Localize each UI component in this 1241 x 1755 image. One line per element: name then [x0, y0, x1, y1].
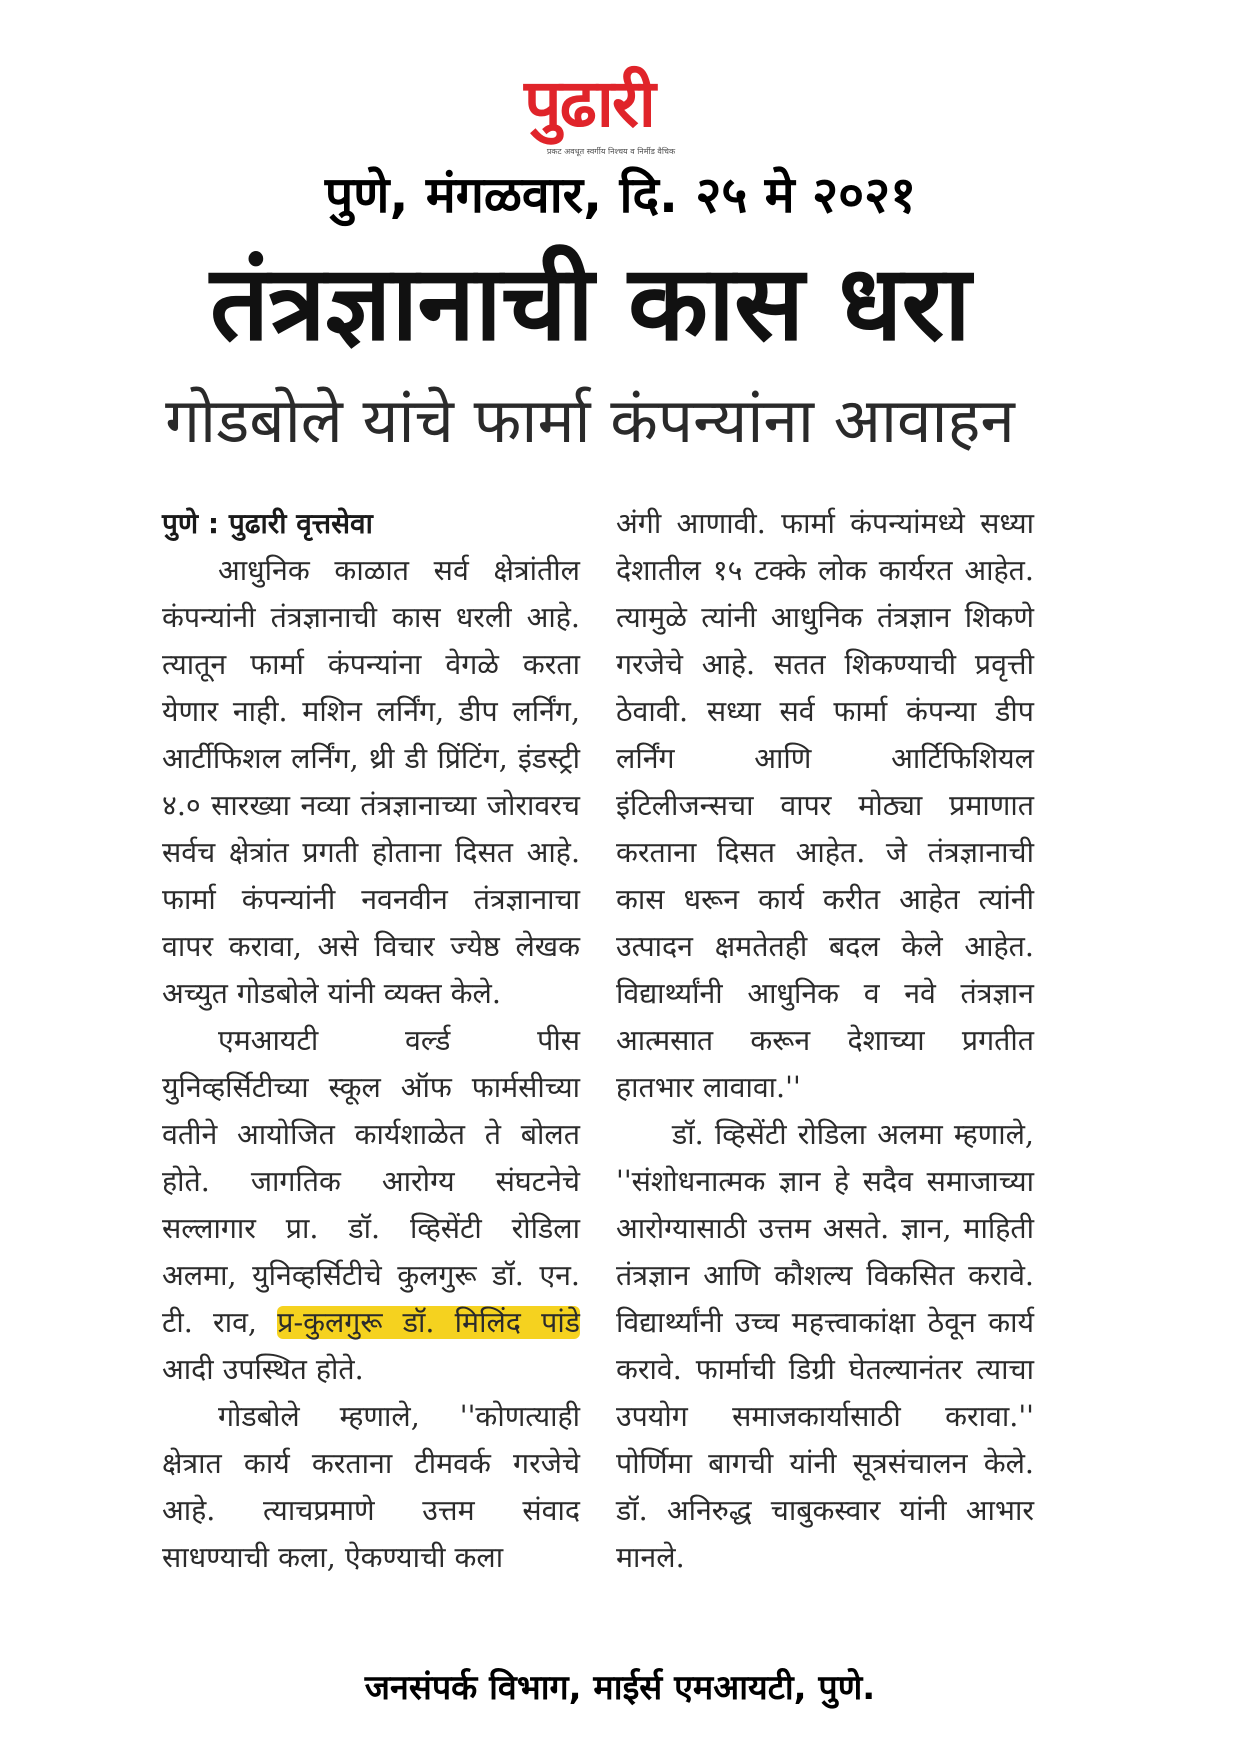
- subheadline: गोडबोले यांचे फार्मा कंपन्यांना आवाहन: [165, 384, 1015, 457]
- logo-wordmark: पुढारी: [524, 65, 654, 142]
- newspaper-logo: [478, 62, 700, 160]
- byline: पुणे : पुढारी वृत्तसेवा: [162, 507, 373, 540]
- paragraph-4: डॉ. व्हिसेंटी रोडिला अलमा म्हणाले, ''संशोधनात्मक ज्ञान हे सदैव समाजाच्या आरोग्यासाठी उत्तम असते. ज्ञान, माहिती तंत्रज्ञान आणि कौशल्य विकसित करावे. विद्यार्थ्यांनी उच्च महत्त्वाकांक्षा ठेवून कार्य करावे. फार्माची डिग्री घेतल्यानंतर त्याचा उपयोग समाजकार्यासाठी करावा.'' पोर्णिमा बागची यांनी सूत्रसंचालन केले. डॉ. अनिरुद्ध चाबुकस्वार यांनी आभार मानले.: [616, 1118, 1034, 1574]
- paragraph-2-end: आदी उपस्थित होते.: [162, 1353, 364, 1386]
- paragraph-2-start: एमआयटी वर्ल्ड पीस युनिव्हर्सिटीच्या स्कूल ऑफ फार्मसीच्या वतीने आयोजित कार्यशाळेत ते बोलत होते. जागतिक आरोग्य संघटनेचे सल्लागार प्रा. डॉ. व्हिसेंटी रोडिला अलमा, युनिव्हर्सिटीचे कुलगुरू डॉ. एन. टी. राव,: [162, 1024, 580, 1339]
- article-column-right: [616, 500, 1034, 1620]
- headline: तंत्रज्ञानाची कास धरा: [210, 242, 970, 364]
- article-column-left: [162, 500, 580, 1620]
- logo-tagline: प्रकट अवधूत स्वर्गीय निश्चय व निर्मीड वैचिक: [546, 147, 676, 156]
- footer-credit: जनसंपर्क विभाग, माईर्स एमआयटी, पुणे.: [364, 1668, 876, 1708]
- paragraph-3: गोडबोले म्हणाले, ''कोणत्याही क्षेत्रात कार्य करताना टीमवर्क गरजेचे आहे. त्याचप्रमाणे उत्तम संवाद साधण्याची कला, ऐकण्याची कला: [162, 1400, 580, 1574]
- paragraph-3-continued: अंगी आणावी. फार्मा कंपन्यांमध्ये सध्या देशातील १५ टक्के लोक कार्यरत आहेत. त्यामुळे त्यांनी आधुनिक तंत्रज्ञान शिकणे गरजेचे आहे. सतत शिकण्याची प्रवृत्ती ठेवावी. सध्या सर्व फार्मा कंपन्या डीप लर्निंग आणि आर्टिफिशियल इंटिलीजन्सचा वापर मोठ्या प्रमाणात करताना दिसत आहेत. जे तंत्रज्ञानाची कास धरून कार्य करीत आहेत त्यांनी उत्पादन क्षमतेतही बदल केले आहेत. विद्यार्थ्यांनी आधुनिक व नवे तंत्रज्ञान आत्मसात करून देशाच्या प्रगतीत हातभार लावावा.'': [616, 507, 1034, 1104]
- paragraph-2: [162, 1017, 580, 1393]
- highlighted-name: प्र-कुलगुरू डॉ. मिलिंद पांडे: [277, 1306, 580, 1339]
- paragraph-1: आधुनिक काळात सर्व क्षेत्रांतील कंपन्यांनी तंत्रज्ञानाची कास धरली आहे. त्यातून फार्मा कंपन्यांना वेगळे करता येणार नाही. मशिन लर्निंग, डीप लर्निंग, आर्टीफिशल लर्निंग, थ्री डी प्रिंटिंग, इंडस्ट्री ४.० सारख्या नव्या तंत्रज्ञानाच्या जोरावरच सर्वच क्षेत्रांत प्रगती होताना दिसत आहे. फार्मा कंपन्यांनी नवनवीन तंत्रज्ञानाचा वापर करावा, असे विचार ज्येष्ठ लेखक अच्युत गोडबोले यांनी व्यक्त केले.: [162, 554, 580, 1010]
- dateline: पुणे, मंगळवार, दि. २५ मे २०२१: [324, 166, 917, 224]
